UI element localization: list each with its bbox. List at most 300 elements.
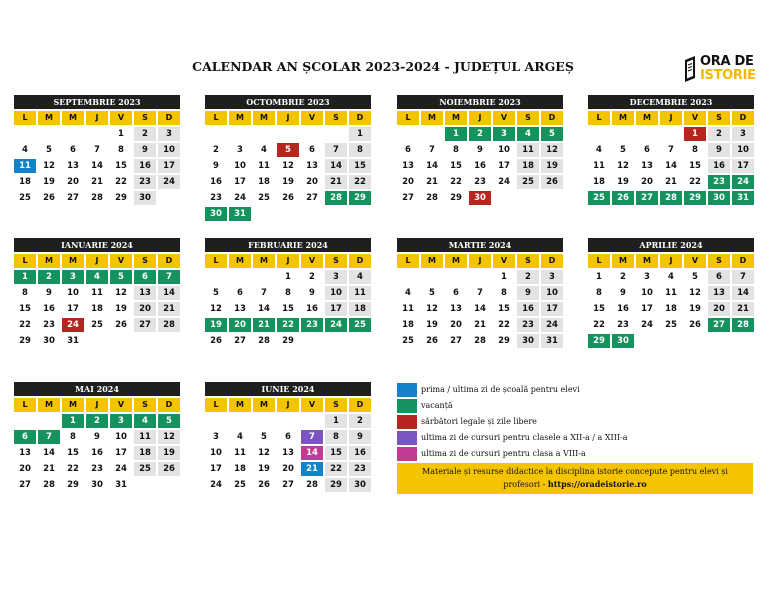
day-header: D <box>158 398 180 412</box>
empty-cell <box>445 270 467 284</box>
day-cell: 1 <box>445 127 467 141</box>
day-header: V <box>301 398 323 412</box>
day-cell: 21 <box>86 175 108 189</box>
day-header: L <box>14 254 36 268</box>
day-cell: 19 <box>38 175 60 189</box>
day-cell: 11 <box>588 159 610 173</box>
day-cell: 29 <box>62 478 84 492</box>
logo <box>684 54 764 86</box>
day-cell: 6 <box>62 143 84 157</box>
day-cell: 19 <box>421 318 443 332</box>
day-header: L <box>397 254 419 268</box>
month-8 <box>14 382 180 492</box>
day-cell: 17 <box>636 302 658 316</box>
day-cell: 9 <box>205 159 227 173</box>
day-cell: 12 <box>110 286 132 300</box>
month-4 <box>14 238 180 348</box>
day-header: J <box>469 254 491 268</box>
day-cell: 16 <box>205 175 227 189</box>
day-cell: 1 <box>62 414 84 428</box>
day-cell: 1 <box>14 270 36 284</box>
day-cell: 2 <box>205 143 227 157</box>
empty-cell <box>14 414 36 428</box>
day-cell: 13 <box>277 446 299 460</box>
day-header: V <box>110 398 132 412</box>
day-cell: 3 <box>62 270 84 284</box>
month-3 <box>588 95 754 205</box>
day-cell: 2 <box>134 127 156 141</box>
day-cell: 12 <box>541 143 563 157</box>
empty-cell <box>397 270 419 284</box>
empty-cell <box>205 414 227 428</box>
month-grid <box>205 398 371 492</box>
day-cell: 25 <box>86 318 108 332</box>
day-cell: 21 <box>38 462 60 476</box>
day-cell: 23 <box>205 191 227 205</box>
day-cell: 4 <box>14 143 36 157</box>
legend-label: sărbători legale și zile libere <box>421 417 537 426</box>
month-grid <box>14 398 180 492</box>
day-cell: 23 <box>517 318 539 332</box>
day-cell: 5 <box>205 286 227 300</box>
day-header: J <box>277 111 299 125</box>
day-cell: 24 <box>325 318 347 332</box>
day-header: S <box>134 111 156 125</box>
day-header: D <box>158 111 180 125</box>
legend-item <box>397 446 753 461</box>
empty-cell <box>14 127 36 141</box>
day-cell: 3 <box>229 143 251 157</box>
day-header: S <box>708 111 730 125</box>
day-cell: 7 <box>469 286 491 300</box>
day-cell: 16 <box>86 446 108 460</box>
day-header: D <box>732 111 754 125</box>
empty-cell <box>612 127 634 141</box>
day-cell: 21 <box>421 175 443 189</box>
day-cell: 14 <box>158 286 180 300</box>
day-cell: 16 <box>708 159 730 173</box>
day-cell: 23 <box>86 462 108 476</box>
day-cell: 8 <box>684 143 706 157</box>
day-cell: 19 <box>158 446 180 460</box>
legend-label: vacanță <box>421 401 453 410</box>
day-cell: 11 <box>229 446 251 460</box>
day-cell: 26 <box>541 175 563 189</box>
day-cell: 12 <box>253 446 275 460</box>
month-0 <box>14 95 180 205</box>
empty-cell <box>205 127 227 141</box>
day-cell: 13 <box>229 302 251 316</box>
promo-link[interactable]: https://oradeistorie.ro <box>547 479 647 489</box>
day-cell: 19 <box>205 318 227 332</box>
day-cell: 11 <box>517 143 539 157</box>
day-cell: 5 <box>684 270 706 284</box>
day-cell: 18 <box>229 462 251 476</box>
empty-cell <box>253 270 275 284</box>
day-cell: 31 <box>541 334 563 348</box>
month-grid <box>205 254 371 348</box>
month-title: APRILIE 2024 <box>588 238 754 252</box>
day-cell: 15 <box>493 302 515 316</box>
day-cell: 7 <box>732 270 754 284</box>
day-cell: 10 <box>636 286 658 300</box>
day-header: L <box>205 254 227 268</box>
day-cell: 29 <box>588 334 610 348</box>
day-cell: 8 <box>588 286 610 300</box>
day-header: M <box>62 111 84 125</box>
day-header: M <box>38 111 60 125</box>
legend <box>397 382 753 494</box>
month-2 <box>397 95 563 205</box>
day-cell: 15 <box>588 302 610 316</box>
day-cell: 25 <box>349 318 371 332</box>
day-cell: 12 <box>38 159 60 173</box>
day-cell: 7 <box>421 143 443 157</box>
month-title: DECEMBRIE 2023 <box>588 95 754 109</box>
day-cell: 30 <box>349 478 371 492</box>
day-cell: 29 <box>349 191 371 205</box>
day-cell: 8 <box>445 143 467 157</box>
day-header: J <box>86 254 108 268</box>
day-cell: 21 <box>469 318 491 332</box>
day-cell: 10 <box>158 143 180 157</box>
day-cell: 6 <box>14 430 36 444</box>
day-cell: 12 <box>158 430 180 444</box>
day-cell: 20 <box>14 462 36 476</box>
day-cell: 26 <box>253 478 275 492</box>
day-header: J <box>277 254 299 268</box>
day-header: M <box>38 398 60 412</box>
legend-label: ultima zi de cursuri pentru clasa a VIII-a <box>421 449 586 458</box>
day-cell: 22 <box>349 175 371 189</box>
day-header: M <box>253 111 275 125</box>
day-cell: 10 <box>325 286 347 300</box>
day-cell: 16 <box>469 159 491 173</box>
day-cell: 8 <box>349 143 371 157</box>
day-cell: 19 <box>277 175 299 189</box>
day-cell: 22 <box>325 462 347 476</box>
day-cell: 4 <box>517 127 539 141</box>
logo-line-2: ISTORIE <box>700 68 756 83</box>
day-header: V <box>110 111 132 125</box>
day-cell: 24 <box>732 175 754 189</box>
day-cell: 9 <box>708 143 730 157</box>
day-cell: 6 <box>301 143 323 157</box>
day-cell: 25 <box>134 462 156 476</box>
day-cell: 9 <box>469 143 491 157</box>
day-cell: 28 <box>421 191 443 205</box>
day-cell: 24 <box>229 191 251 205</box>
day-header: D <box>541 111 563 125</box>
day-cell: 21 <box>158 302 180 316</box>
day-cell: 24 <box>205 478 227 492</box>
day-cell: 10 <box>205 446 227 460</box>
day-cell: 29 <box>325 478 347 492</box>
day-cell: 14 <box>421 159 443 173</box>
day-cell: 25 <box>253 191 275 205</box>
day-cell: 8 <box>62 430 84 444</box>
day-cell: 26 <box>612 191 634 205</box>
day-cell: 2 <box>517 270 539 284</box>
day-cell: 13 <box>134 286 156 300</box>
day-cell: 13 <box>636 159 658 173</box>
day-cell: 28 <box>38 478 60 492</box>
day-cell: 27 <box>708 318 730 332</box>
day-cell: 6 <box>229 286 251 300</box>
empty-cell <box>301 127 323 141</box>
day-cell: 4 <box>349 270 371 284</box>
day-cell: 25 <box>517 175 539 189</box>
day-cell: 29 <box>445 191 467 205</box>
day-cell: 27 <box>636 191 658 205</box>
day-header: M <box>636 111 658 125</box>
month-title: NOIEMBRIE 2023 <box>397 95 563 109</box>
day-cell: 25 <box>588 191 610 205</box>
day-cell: 28 <box>469 334 491 348</box>
day-header: M <box>38 254 60 268</box>
day-cell: 2 <box>86 414 108 428</box>
day-cell: 30 <box>469 191 491 205</box>
day-cell: 18 <box>86 302 108 316</box>
day-cell: 29 <box>684 191 706 205</box>
day-cell: 16 <box>134 159 156 173</box>
day-cell: 7 <box>253 286 275 300</box>
day-cell: 21 <box>325 175 347 189</box>
day-cell: 7 <box>38 430 60 444</box>
day-header: L <box>397 111 419 125</box>
day-cell: 12 <box>612 159 634 173</box>
day-header: J <box>86 398 108 412</box>
day-cell: 14 <box>325 159 347 173</box>
day-cell: 26 <box>277 191 299 205</box>
empty-cell <box>253 414 275 428</box>
legend-item <box>397 398 753 413</box>
day-cell: 11 <box>397 302 419 316</box>
day-cell: 15 <box>110 159 132 173</box>
day-cell: 28 <box>732 318 754 332</box>
day-header: M <box>612 254 634 268</box>
day-cell: 18 <box>397 318 419 332</box>
day-cell: 3 <box>493 127 515 141</box>
day-cell: 17 <box>62 302 84 316</box>
day-cell: 24 <box>62 318 84 332</box>
day-cell: 3 <box>205 430 227 444</box>
day-header: M <box>229 254 251 268</box>
day-cell: 13 <box>14 446 36 460</box>
month-title: SEPTEMBRIE 2023 <box>14 95 180 109</box>
day-cell: 9 <box>517 286 539 300</box>
day-cell: 31 <box>732 191 754 205</box>
day-cell: 22 <box>14 318 36 332</box>
empty-cell <box>421 127 443 141</box>
legend-swatch <box>397 383 417 397</box>
day-cell: 22 <box>588 318 610 332</box>
day-cell: 19 <box>684 302 706 316</box>
day-cell: 19 <box>110 302 132 316</box>
day-cell: 5 <box>158 414 180 428</box>
day-cell: 24 <box>493 175 515 189</box>
day-cell: 15 <box>349 159 371 173</box>
legend-swatch <box>397 399 417 413</box>
month-5 <box>205 238 371 348</box>
day-header: V <box>684 111 706 125</box>
day-header: M <box>62 254 84 268</box>
book-icon <box>684 56 696 82</box>
day-header: D <box>732 254 754 268</box>
day-cell: 12 <box>277 159 299 173</box>
day-cell: 30 <box>205 207 227 221</box>
day-cell: 24 <box>158 175 180 189</box>
day-header: L <box>205 398 227 412</box>
day-cell: 18 <box>134 446 156 460</box>
day-cell: 20 <box>301 175 323 189</box>
day-cell: 14 <box>86 159 108 173</box>
month-grid <box>14 111 180 205</box>
month-grid <box>588 254 754 348</box>
day-cell: 24 <box>541 318 563 332</box>
month-grid <box>588 111 754 205</box>
day-cell: 13 <box>62 159 84 173</box>
month-1 <box>205 95 371 221</box>
day-cell: 23 <box>469 175 491 189</box>
day-cell: 5 <box>253 430 275 444</box>
empty-cell <box>62 127 84 141</box>
day-cell: 20 <box>62 175 84 189</box>
day-cell: 27 <box>397 191 419 205</box>
day-header: M <box>445 254 467 268</box>
legend-item <box>397 414 753 429</box>
day-cell: 20 <box>397 175 419 189</box>
day-cell: 28 <box>325 191 347 205</box>
day-cell: 5 <box>421 286 443 300</box>
day-header: V <box>301 111 323 125</box>
day-cell: 9 <box>612 286 634 300</box>
day-cell: 26 <box>205 334 227 348</box>
day-cell: 26 <box>110 318 132 332</box>
page-title: CALENDAR AN ȘCOLAR 2023-2024 - JUDEȚUL ARGEȘ <box>192 59 574 74</box>
day-cell: 25 <box>660 318 682 332</box>
day-header: M <box>421 111 443 125</box>
day-cell: 1 <box>493 270 515 284</box>
day-cell: 2 <box>469 127 491 141</box>
month-grid <box>14 254 180 348</box>
day-cell: 5 <box>612 143 634 157</box>
day-cell: 14 <box>660 159 682 173</box>
day-cell: 21 <box>732 302 754 316</box>
day-cell: 15 <box>14 302 36 316</box>
day-cell: 2 <box>349 414 371 428</box>
day-cell: 11 <box>134 430 156 444</box>
day-header: L <box>588 254 610 268</box>
day-cell: 27 <box>277 478 299 492</box>
month-title: OCTOMBRIE 2023 <box>205 95 371 109</box>
day-cell: 10 <box>493 143 515 157</box>
day-cell: 16 <box>349 446 371 460</box>
day-cell: 23 <box>301 318 323 332</box>
month-grid <box>397 254 563 348</box>
day-cell: 10 <box>110 430 132 444</box>
day-cell: 18 <box>253 175 275 189</box>
empty-cell <box>229 270 251 284</box>
day-cell: 15 <box>684 159 706 173</box>
day-cell: 20 <box>445 318 467 332</box>
day-cell: 2 <box>708 127 730 141</box>
day-cell: 25 <box>397 334 419 348</box>
day-header: M <box>229 398 251 412</box>
day-header: D <box>349 254 371 268</box>
day-cell: 28 <box>301 478 323 492</box>
day-cell: 22 <box>493 318 515 332</box>
day-cell: 26 <box>684 318 706 332</box>
day-header: S <box>325 254 347 268</box>
day-cell: 18 <box>588 175 610 189</box>
legend-swatch <box>397 415 417 429</box>
day-cell: 29 <box>110 191 132 205</box>
day-header: S <box>325 111 347 125</box>
day-cell: 23 <box>134 175 156 189</box>
empty-cell <box>86 127 108 141</box>
day-cell: 4 <box>134 414 156 428</box>
day-cell: 24 <box>636 318 658 332</box>
day-header: L <box>14 111 36 125</box>
day-header: V <box>493 111 515 125</box>
day-cell: 13 <box>397 159 419 173</box>
day-cell: 15 <box>445 159 467 173</box>
day-cell: 8 <box>493 286 515 300</box>
day-cell: 10 <box>732 143 754 157</box>
day-cell: 28 <box>660 191 682 205</box>
day-cell: 17 <box>229 175 251 189</box>
day-cell: 11 <box>253 159 275 173</box>
day-cell: 13 <box>708 286 730 300</box>
day-cell: 28 <box>158 318 180 332</box>
day-header: D <box>349 398 371 412</box>
day-cell: 17 <box>732 159 754 173</box>
day-cell: 19 <box>612 175 634 189</box>
day-cell: 3 <box>732 127 754 141</box>
month-6 <box>397 238 563 348</box>
day-cell: 18 <box>14 175 36 189</box>
day-cell: 26 <box>421 334 443 348</box>
day-cell: 1 <box>325 414 347 428</box>
day-cell: 27 <box>445 334 467 348</box>
day-cell: 8 <box>277 286 299 300</box>
day-cell: 29 <box>277 334 299 348</box>
day-header: V <box>301 254 323 268</box>
day-cell: 21 <box>660 175 682 189</box>
day-cell: 13 <box>445 302 467 316</box>
day-cell: 5 <box>541 127 563 141</box>
day-cell: 18 <box>517 159 539 173</box>
day-cell: 4 <box>86 270 108 284</box>
day-header: M <box>421 254 443 268</box>
day-cell: 7 <box>86 143 108 157</box>
day-cell: 22 <box>445 175 467 189</box>
day-cell: 26 <box>158 462 180 476</box>
empty-cell <box>229 414 251 428</box>
promo-text: Materiale și resurse didactice la disciplina istorie concepute pentru elevi și profesori - <box>422 467 728 489</box>
day-cell: 4 <box>229 430 251 444</box>
empty-cell <box>229 127 251 141</box>
day-cell: 13 <box>301 159 323 173</box>
empty-cell <box>205 270 227 284</box>
day-cell: 2 <box>38 270 60 284</box>
empty-cell <box>588 127 610 141</box>
day-cell: 27 <box>229 334 251 348</box>
day-cell: 31 <box>62 334 84 348</box>
day-cell: 30 <box>38 334 60 348</box>
day-header: D <box>158 254 180 268</box>
